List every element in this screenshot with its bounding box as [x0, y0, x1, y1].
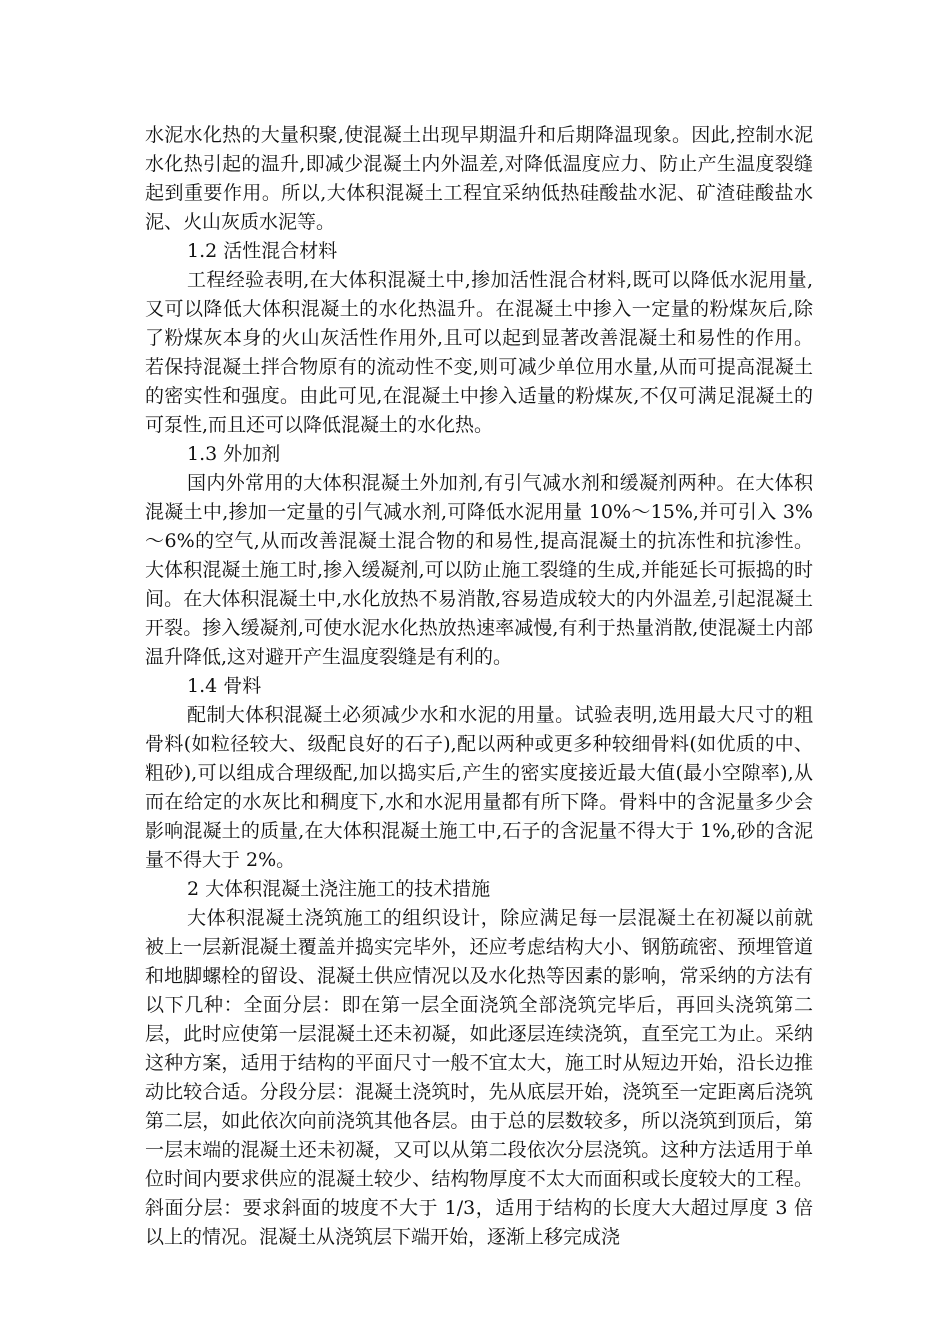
- paragraph-intro: 水泥水化热的大量积聚,使混凝土出现早期温升和后期降温现象。因此,控制水泥水化热引起的温升,即减少混凝土内外温差,对降低温度应力、防止产生温度裂缝起到重要作用。所以,大体积混凝土工程宜采纳低热硅酸盐水泥、矿渣硅酸盐水泥、火山灰质水泥等。: [145, 124, 813, 233]
- section-heading-1-2: 1.2 活性混合材料: [187, 240, 338, 262]
- paragraph-additives: 国内外常用的大体积混凝土外加剂,有引气减水剂和缓凝剂两种。在大体积混凝土中,掺加一定量的引气减水剂,可降低水泥用量 10%～15%,并可引入 3%～6%的空气,从而改善混凝土混合物的和易性,提高混凝土的抗冻性和抗渗性。大体积混凝土施工时,掺入缓凝剂,可以防止施工裂缝的生成,并能延长可振捣的时间。在大体积混凝土中,水化放热不易消散,容易造成较大的内外温差,引起混凝土开裂。掺入缓凝剂,可使水泥水化热放热速率减慢,有利于热量消散,使混凝土内部温升降低,这对避开产生温度裂缝是有利的。: [145, 472, 813, 668]
- section-heading-1-3: 1.3 外加剂: [187, 443, 281, 465]
- paragraph-aggregate: 配制大体积混凝土必须减少水和水泥的用量。试验表明,选用最大尺寸的粗骨料(如粒径较大、级配良好的石子),配以两种或更多种较细骨料(如优质的中、粗砂),可以组成合理级配,加以捣实后,产生的密实度接近最大值(最小空隙率),从而在给定的水灰比和稠度下,水和水泥用量都有所下降。骨料中的含泥量多少会影响混凝土的质量,在大体积混凝土施工中,石子的含泥量不得大于 1%,砂的含泥量不得大于 2%。: [145, 704, 813, 871]
- section-heading-1-4: 1.4 骨料: [187, 675, 262, 697]
- document-page: [145, 121, 813, 1252]
- section-heading-2: 2 大体积混凝土浇注施工的技术措施: [187, 878, 491, 900]
- paragraph-active-admixture: 工程经验表明,在大体积混凝土中,掺加活性混合材料,既可以降低水泥用量,又可以降低大体积混凝土的水化热温升。在混凝土中掺入一定量的粉煤灰后,除了粉煤灰本身的火山灰活性作用外,且可以起到显著改善混凝土和易性的作用。若保持混凝土拌合物原有的流动性不变,则可减少单位用水量,从而可提高混凝土的密实性和强度。由此可见,在混凝土中掺入适量的粉煤灰,不仅可满足混凝土的可泵性,而且还可以降低混凝土的水化热。: [145, 269, 813, 436]
- paragraph-pouring-methods: 大体积混凝土浇筑施工的组织设计，除应满足每一层混凝土在初凝以前就被上一层新混凝土覆盖并捣实完毕外，还应考虑结构大小、钢筋疏密、预埋管道和地脚螺栓的留设、混凝土供应情况以及水化热等因素的影响，常采纳的方法有以下几种：全面分层：即在第一层全面浇筑全部浇筑完毕后，再回头浇筑第二层，此时应使第一层混凝土还未初凝，如此逐层连续浇筑，直至完工为止。采纳这种方案，适用于结构的平面尺寸一般不宜太大，施工时从短边开始，沿长边推动比较合适。分段分层：混凝土浇筑时，先从底层开始，浇筑至一定距离后浇筑第二层，如此依次向前浇筑其他各层。由于总的层数较多，所以浇筑到顶后，第一层末端的混凝土还未初凝，又可以从第二段依次分层浇筑。这种方法适用于单位时间内要求供应的混凝土较少、结构物厚度不太大而面积或长度较大的工程。斜面分层：要求斜面的坡度不大于 1/3，适用于结构的长度大大超过厚度 3 倍以上的情况。混凝土从浇筑层下端开始，逐渐上移完成浇: [145, 907, 813, 1248]
